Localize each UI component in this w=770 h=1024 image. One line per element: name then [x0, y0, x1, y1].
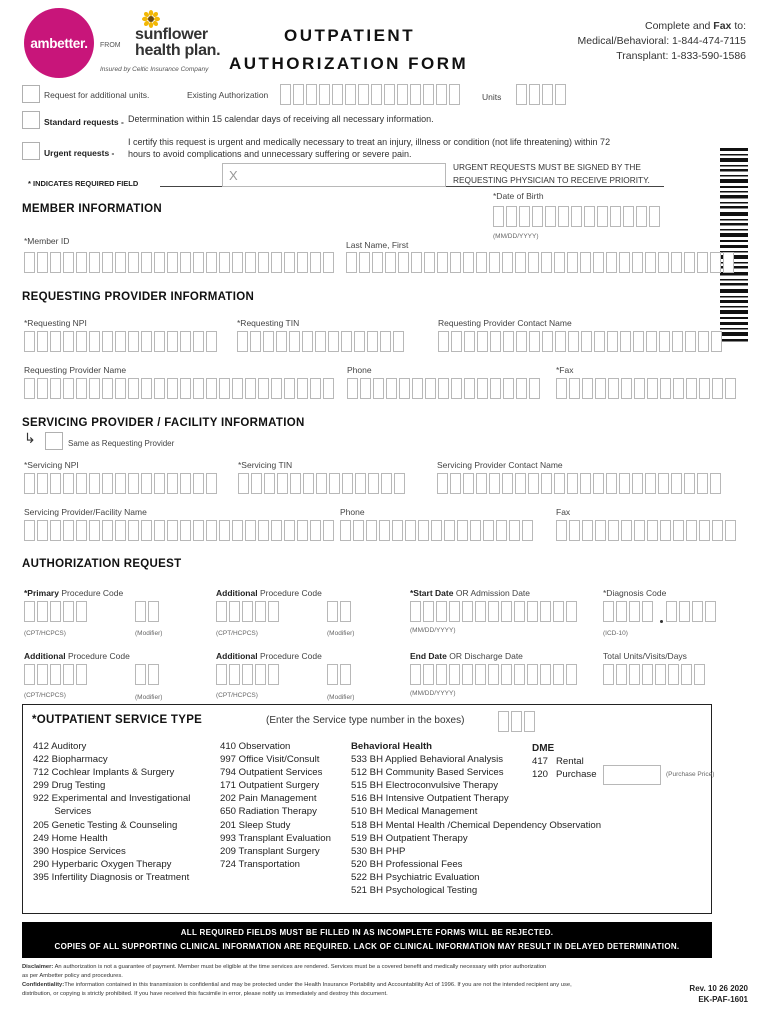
requesting-contact-label: Requesting Provider Contact Name: [438, 318, 572, 328]
additional-procedure-label-1: Additional Procedure Code: [216, 588, 322, 598]
urgent-request-text-1: I certify this request is urgent and medically necessary to treat an injury, illness or condition (not life threatening) within 72: [128, 137, 611, 147]
service-type-heading: *OUTPATIENT SERVICE TYPE: [32, 714, 203, 726]
service-type-item: 510 BH Medical Management: [351, 806, 478, 818]
diagnosis-code-label: *Diagnosis Code: [603, 588, 667, 598]
service-type-instruction: (Enter the Service type number in the boxes): [266, 715, 465, 726]
servicing-npi-label: *Servicing NPI: [24, 460, 79, 470]
end-date-label: End Date OR Discharge Date: [410, 651, 523, 661]
primary-modifier-boxes[interactable]: [135, 601, 159, 622]
service-type-column-1: [33, 740, 190, 884]
servicing-phone-label: Phone: [340, 507, 365, 517]
request-additional-units-label: Request for additional units.: [44, 90, 150, 100]
sunflower-logo-text-1: sunflower: [135, 26, 208, 43]
form-title-line-2: AUTHORIZATION FORM: [229, 54, 469, 73]
logo-from-text: FROM: [100, 42, 121, 49]
start-date-boxes[interactable]: [410, 601, 577, 622]
servicing-name-boxes[interactable]: [24, 520, 334, 541]
service-type-item: 201 Sleep Study: [220, 819, 291, 831]
disclaimer-text: Disclaimer: An authorization is not a guarantee of payment. Member must be eligible at the time services are rendered. Services must be a covered benefit and medically necessary with prior authorization as per Ambetter policy and procedures. Confidentiality:The information contained in this transmission is confidential and may be protected under the Health Insurance Portability and Accountability Act of 1996. If you are not the intended recipient any use, distribution, or copying is strictly prohibited. If you have received this facsimile in error, please notify us immediately and destroy this document.: [22, 964, 572, 997]
requesting-fax-label: *Fax: [556, 365, 574, 375]
servicing-phone-boxes[interactable]: [340, 520, 533, 541]
servicing-npi-boxes[interactable]: [24, 473, 217, 494]
service-type-item: 520 BH Professional Fees: [351, 858, 463, 870]
arrow-right-icon: ↳: [24, 430, 36, 446]
service-type-item: 794 Outpatient Services: [220, 767, 323, 779]
start-date-format: (MM/DD/YYYY): [410, 627, 456, 634]
existing-authorization-label: Existing Authorization: [187, 90, 269, 100]
urgent-signature-note-2: REQUESTING PHYSICIAN TO RECEIVE PRIORITY.: [453, 175, 650, 185]
requesting-tin-boxes[interactable]: [237, 331, 404, 352]
servicing-tin-boxes[interactable]: [238, 473, 405, 494]
additional-cpt-note-1: (CPT/HCPCS): [216, 630, 258, 637]
end-date-boxes[interactable]: [410, 664, 577, 685]
service-type-item: Services: [33, 806, 92, 818]
member-id-boxes[interactable]: [24, 252, 334, 273]
service-type-item: 209 Transplant Surgery: [220, 845, 320, 857]
urgent-request-label: Urgent requests -: [44, 148, 115, 158]
additional-procedure-boxes-1[interactable]: [216, 601, 279, 622]
requesting-phone-boxes[interactable]: [347, 378, 540, 399]
fax-medical: Medical/Behavioral: 1-844-474-7115: [577, 35, 746, 47]
additional-modifier-boxes-3[interactable]: [327, 664, 351, 685]
requesting-name-boxes[interactable]: [24, 378, 334, 399]
additional-cpt-note-3: (CPT/HCPCS): [216, 692, 258, 699]
service-type-item: 724 Transportation: [220, 858, 301, 870]
service-type-item: 519 BH Outpatient Therapy: [351, 832, 468, 844]
ambetter-logo: ambetter.: [24, 8, 94, 78]
additional-procedure-boxes-2[interactable]: [24, 664, 87, 685]
servicing-provider-heading: SERVICING PROVIDER / FACILITY INFORMATION: [22, 417, 305, 429]
member-name-label: Last Name, First: [346, 240, 409, 250]
additional-procedure-boxes-3[interactable]: [216, 664, 279, 685]
servicing-fax-boxes[interactable]: [556, 520, 736, 541]
request-additional-units-checkbox[interactable]: [22, 85, 40, 103]
additional-modifier-boxes-2[interactable]: [135, 664, 159, 685]
primary-cpt-note: (CPT/HCPCS): [24, 630, 66, 637]
service-type-item: 299 Drug Testing: [33, 780, 106, 792]
dme-purchase: 120 Purchase: [532, 769, 597, 780]
additional-modifier-boxes-1[interactable]: [327, 601, 351, 622]
service-type-column-2: [220, 740, 331, 871]
primary-procedure-boxes[interactable]: [24, 601, 87, 622]
service-type-item: 410 Observation: [220, 741, 291, 752]
service-type-item: 712 Cochlear Implants & Surgery: [33, 767, 175, 779]
service-type-item: 922 Experimental and Investigational: [33, 793, 191, 805]
barcode-image: [720, 148, 748, 344]
dob-label: *Date of Birth: [493, 191, 544, 201]
total-units-label: Total Units/Visits/Days: [603, 651, 687, 661]
service-type-item: 515 BH Electroconvulsive Therapy: [351, 780, 499, 792]
member-info-heading: MEMBER INFORMATION: [22, 203, 162, 215]
behavioral-health-heading: Behavioral Health: [351, 741, 433, 752]
servicing-name-label: Servicing Provider/Facility Name: [24, 507, 147, 517]
dob-boxes[interactable]: [493, 206, 660, 227]
additional-procedure-label-2: Additional Procedure Code: [24, 651, 130, 661]
diagnosis-code-boxes-1[interactable]: [603, 601, 653, 622]
existing-authorization-boxes[interactable]: [280, 84, 460, 105]
service-type-item: 530 BH PHP: [351, 845, 406, 857]
primary-modifier-note: (Modifier): [135, 630, 163, 637]
diagnosis-icd-note: (ICD-10): [603, 630, 628, 637]
dob-format: (MM/DD/YYYY): [493, 233, 539, 240]
units-label: Units: [482, 92, 502, 102]
service-type-item: 171 Outpatient Surgery: [220, 780, 320, 792]
servicing-tin-label: *Servicing TIN: [238, 460, 293, 470]
additional-modifier-note-1: (Modifier): [327, 630, 355, 637]
service-type-item: 395 Infertility Diagnosis or Treatment: [33, 871, 190, 883]
fax-instructions: Complete and Fax to: Medical/Behavioral: 1-844-474-7115 Transplant: 1-833-590-1586: [577, 20, 746, 62]
standard-request-text: Determination within 15 calendar days of receiving all necessary information.: [128, 114, 434, 124]
standard-request-checkbox[interactable]: [22, 111, 40, 129]
required-field-note: * INDICATES REQUIRED FIELD: [28, 179, 139, 188]
service-type-boxes[interactable]: [498, 711, 535, 732]
service-type-item: 516 BH Intensive Outpatient Therapy: [351, 793, 509, 805]
primary-procedure-label: *Primary Procedure Code: [24, 588, 124, 598]
service-type-item: 422 Biopharmacy: [33, 754, 108, 766]
authorization-request-heading: AUTHORIZATION REQUEST: [22, 558, 182, 570]
service-type-item: 202 Pain Management: [220, 793, 317, 805]
diagnosis-code-boxes-2[interactable]: [666, 601, 716, 622]
service-type-item: 521 BH Psychological Testing: [351, 885, 478, 897]
servicing-contact-label: Servicing Provider Contact Name: [437, 460, 563, 470]
same-as-requesting-checkbox[interactable]: [45, 432, 63, 450]
fax-transplant: Transplant: 1-833-590-1586: [616, 50, 746, 62]
urgent-request-text-2: hours to avoid complications and unnecessary suffering or severe pain.: [128, 149, 412, 159]
additional-modifier-note-2: (Modifier): [135, 694, 163, 701]
member-id-label: *Member ID: [24, 236, 70, 246]
sunflower-logo-text-2: health plan.: [135, 42, 221, 59]
signature-underline: [446, 186, 664, 187]
requesting-npi-boxes[interactable]: [24, 331, 217, 352]
service-type-item: 290 Hyperbaric Oxygen Therapy: [33, 858, 172, 870]
service-type-item: 390 Hospice Services: [33, 845, 126, 857]
insured-by-text: Insured by Celtic Insurance Company: [100, 66, 209, 73]
revision-info: Rev. 10 26 2020 EK-PAF-1601: [689, 984, 748, 1004]
service-type-item: 412 Auditory: [33, 741, 87, 752]
requesting-name-label: Requesting Provider Name: [24, 365, 127, 375]
service-type-item: 997 Office Visit/Consult: [220, 754, 320, 766]
servicing-contact-boxes[interactable]: [437, 473, 721, 494]
purchase-price-field[interactable]: [603, 765, 661, 785]
units-boxes[interactable]: [516, 84, 566, 105]
total-units-boxes[interactable]: [603, 664, 705, 685]
form-title-line-1: OUTPATIENT: [284, 26, 416, 45]
required-fields-banner: ALL REQUIRED FIELDS MUST BE FILLED IN AS INCOMPLETE FORMS WILL BE REJECTED. COPIES OF ALL SUPPORTING CLINICAL INFORMATION ARE REQUIRED. LACK OF CLINICAL INFORMATION MAY RESULT IN DELAYED DETERMINATION.: [22, 922, 712, 958]
required-note-underline: [160, 186, 222, 187]
urgent-signature-note-1: URGENT REQUESTS MUST BE SIGNED BY THE: [453, 162, 641, 172]
requesting-provider-heading: REQUESTING PROVIDER INFORMATION: [22, 291, 255, 303]
requesting-fax-boxes[interactable]: [556, 378, 736, 399]
servicing-fax-label: Fax: [556, 507, 571, 517]
service-type-item: 522 BH Psychiatric Evaluation: [351, 871, 480, 883]
additional-procedure-label-3: Additional Procedure Code: [216, 651, 322, 661]
requesting-npi-label: *Requesting NPI: [24, 318, 87, 328]
requesting-contact-boxes[interactable]: [438, 331, 722, 352]
service-type-item: 650 Radiation Therapy: [220, 806, 317, 818]
diagnosis-decimal-dot: [660, 620, 663, 623]
dme-rental: 417 Rental: [532, 756, 584, 767]
urgent-request-checkbox[interactable]: [22, 142, 40, 160]
end-date-format: (MM/DD/YYYY): [410, 690, 456, 697]
service-type-item: 512 BH Community Based Services: [351, 767, 504, 779]
purchase-price-note: (Purchase Price): [666, 771, 715, 778]
service-type-item: 993 Transplant Evaluation: [220, 832, 331, 844]
service-type-item: 249 Home Health: [33, 832, 108, 844]
physician-signature-field[interactable]: X: [222, 163, 446, 187]
additional-modifier-note-3: (Modifier): [327, 694, 355, 701]
requesting-phone-label: Phone: [347, 365, 372, 375]
start-date-label: *Start Date OR Admission Date: [410, 588, 531, 598]
same-as-requesting-label: Same as Requesting Provider: [68, 439, 175, 448]
standard-request-label: Standard requests -: [44, 117, 124, 127]
service-type-item: 533 BH Applied Behavioral Analysis: [351, 754, 503, 766]
member-name-boxes[interactable]: [346, 252, 734, 273]
additional-cpt-note-2: (CPT/HCPCS): [24, 692, 66, 699]
service-type-item: 518 BH Mental Health /Chemical Dependency Observation: [351, 819, 602, 831]
service-type-item: 205 Genetic Testing & Counseling: [33, 819, 178, 831]
dme-heading: DME: [532, 743, 555, 754]
requesting-tin-label: *Requesting TIN: [237, 318, 300, 328]
